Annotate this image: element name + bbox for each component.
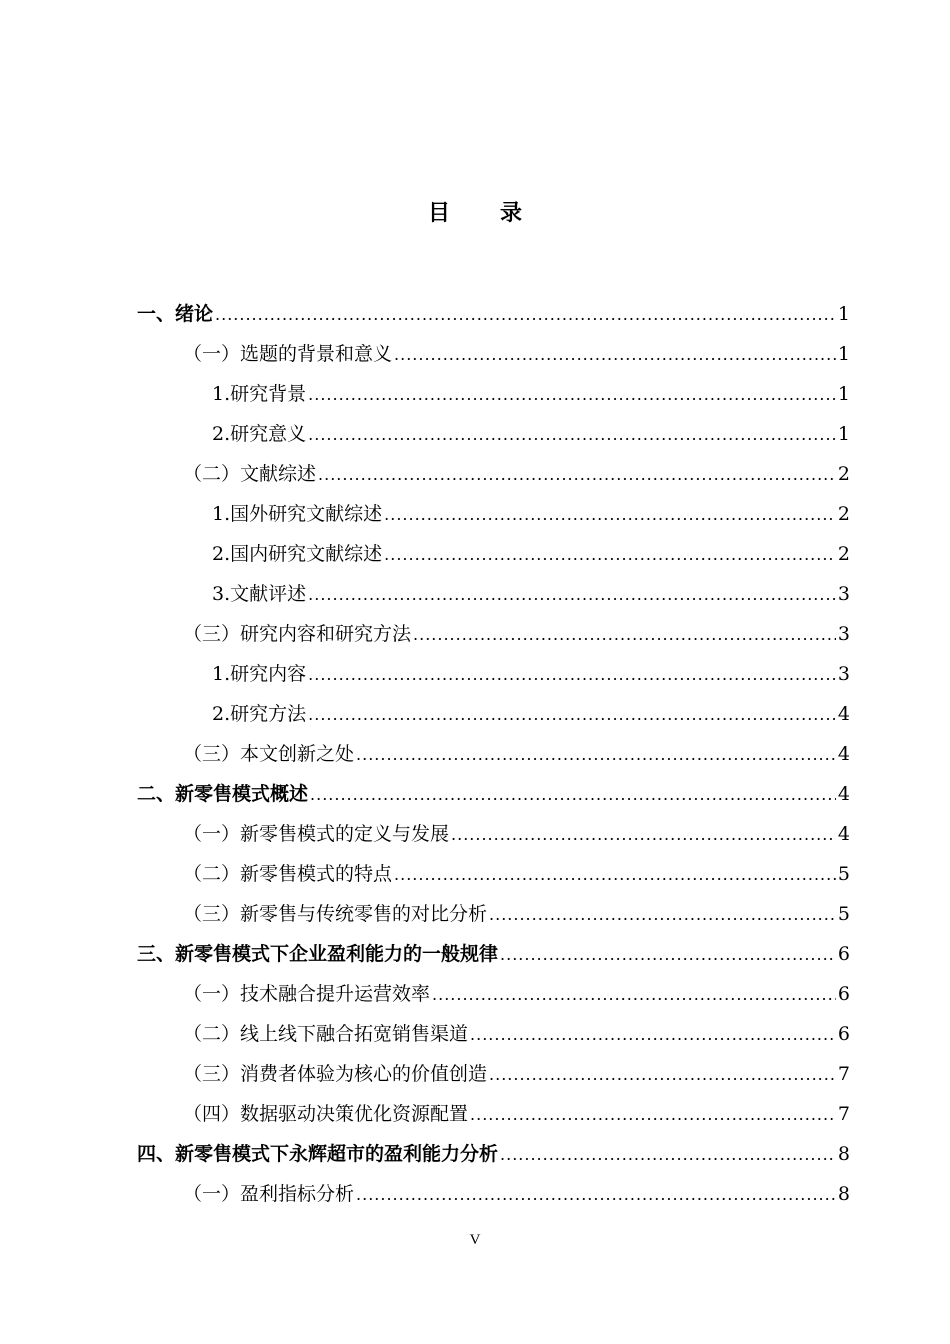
toc-page-number: 5 [837, 903, 850, 925]
toc-page-number: 2 [837, 503, 850, 525]
toc-entry[interactable] [0, 1014, 950, 1054]
dot-leader [318, 455, 836, 495]
toc-entry-text: （二）新零售模式的特点 [183, 863, 393, 885]
toc-entry[interactable] [0, 454, 950, 494]
toc-page-number: 4 [837, 783, 850, 805]
toc-entry-text: （三）新零售与传统零售的对比分析 [183, 903, 488, 925]
dot-leader [451, 815, 836, 855]
toc-page-number: 8 [837, 1143, 850, 1165]
toc-entry-text: （三）消费者体验为核心的价值创造 [183, 1063, 488, 1085]
dot-leader [500, 1135, 836, 1175]
toc-entry-text: （一）选题的背景和意义 [183, 343, 393, 365]
dot-leader [356, 735, 836, 775]
toc-entry-text: 一、绪论 [137, 303, 214, 325]
toc-entry[interactable] [0, 534, 950, 574]
toc-entry[interactable] [0, 334, 950, 374]
dot-leader [308, 575, 836, 615]
dot-leader [470, 1015, 836, 1055]
toc-page-number: 1 [837, 383, 850, 405]
toc-entry-text: 四、新零售模式下永辉超市的盈利能力分析 [137, 1143, 499, 1165]
toc-entry-text: 2.研究意义 [212, 423, 307, 445]
toc-page-number: 6 [837, 983, 850, 1005]
toc-entry[interactable] [0, 614, 950, 654]
toc-entry-text: 二、新零售模式概述 [137, 783, 309, 805]
page-number-footer: V [469, 1232, 481, 1248]
toc-page-number: 7 [837, 1063, 850, 1085]
toc-entry-text: （一）新零售模式的定义与发展 [183, 823, 450, 845]
toc-entry-text: 1.研究内容 [212, 663, 307, 685]
toc-entry-text: 1.研究背景 [212, 383, 307, 405]
toc-entry[interactable] [0, 774, 950, 814]
toc-entry[interactable] [0, 654, 950, 694]
toc-entry[interactable] [0, 1134, 950, 1174]
toc-entry-text: 3.文献评述 [212, 583, 307, 605]
toc-entry[interactable] [0, 734, 950, 774]
toc-entry-text: （一）技术融合提升运营效率 [183, 983, 431, 1005]
toc-entry[interactable] [0, 414, 950, 454]
toc-entry[interactable] [0, 814, 950, 854]
toc-page-number: 3 [837, 623, 850, 645]
toc-page-number: 5 [837, 863, 850, 885]
toc-entry-text: 2.国内研究文献综述 [212, 543, 383, 565]
toc-page-number: 3 [837, 583, 850, 605]
dot-leader [413, 615, 836, 655]
toc-entry-text: （二）文献综述 [183, 463, 317, 485]
dot-leader [308, 415, 836, 455]
toc-page-number: 6 [837, 1023, 850, 1045]
dot-leader [308, 655, 836, 695]
toc-page-number: 1 [837, 423, 850, 445]
dot-leader [356, 1175, 836, 1215]
toc-entry[interactable] [0, 694, 950, 734]
dot-leader [432, 975, 836, 1015]
toc-entry[interactable] [0, 574, 950, 614]
toc-page-number: 4 [837, 743, 850, 765]
toc-entry[interactable] [0, 294, 950, 334]
toc-entry-text: 2.研究方法 [212, 703, 307, 725]
toc-entry[interactable] [0, 1174, 950, 1214]
toc-entry[interactable] [0, 974, 950, 1014]
toc-page-number: 1 [837, 343, 850, 365]
toc-entry-text: 1.国外研究文献综述 [212, 503, 383, 525]
toc-entry-text: （四）数据驱动决策优化资源配置 [183, 1103, 469, 1125]
toc-entry[interactable] [0, 1094, 950, 1134]
dot-leader [394, 335, 836, 375]
toc-entry[interactable] [0, 934, 950, 974]
toc-page-number: 7 [837, 1103, 850, 1125]
dot-leader [310, 775, 836, 815]
toc-page-number: 8 [837, 1183, 850, 1205]
dot-leader [489, 1055, 836, 1095]
toc-page-number: 1 [837, 303, 850, 325]
dot-leader [384, 495, 836, 535]
toc-entry[interactable] [0, 1054, 950, 1094]
toc-entry-text: （三）本文创新之处 [183, 743, 355, 765]
toc-page-number: 2 [837, 543, 850, 565]
toc-entry-text: （一）盈利指标分析 [183, 1183, 355, 1205]
toc-entry[interactable] [0, 374, 950, 414]
toc-entry-text: 三、新零售模式下企业盈利能力的一般规律 [137, 943, 499, 965]
toc-page-number: 4 [837, 703, 850, 725]
page-title: 目 录 [427, 201, 536, 226]
dot-leader [394, 855, 836, 895]
dot-leader [308, 695, 836, 735]
dot-leader [500, 935, 836, 975]
toc-entry[interactable] [0, 494, 950, 534]
toc-entry[interactable] [0, 854, 950, 894]
toc-page-number: 4 [837, 823, 850, 845]
toc-entry-text: （二）线上线下融合拓宽销售渠道 [183, 1023, 469, 1045]
table-of-contents [0, 294, 950, 1214]
toc-entry-text: （三）研究内容和研究方法 [183, 623, 412, 645]
toc-page-number: 3 [837, 663, 850, 685]
dot-leader [384, 535, 836, 575]
toc-page-number: 2 [837, 463, 850, 485]
toc-entry[interactable] [0, 894, 950, 934]
dot-leader [470, 1095, 836, 1135]
dot-leader [308, 375, 836, 415]
dot-leader [489, 895, 836, 935]
dot-leader [215, 295, 836, 335]
toc-page-number: 6 [837, 943, 850, 965]
